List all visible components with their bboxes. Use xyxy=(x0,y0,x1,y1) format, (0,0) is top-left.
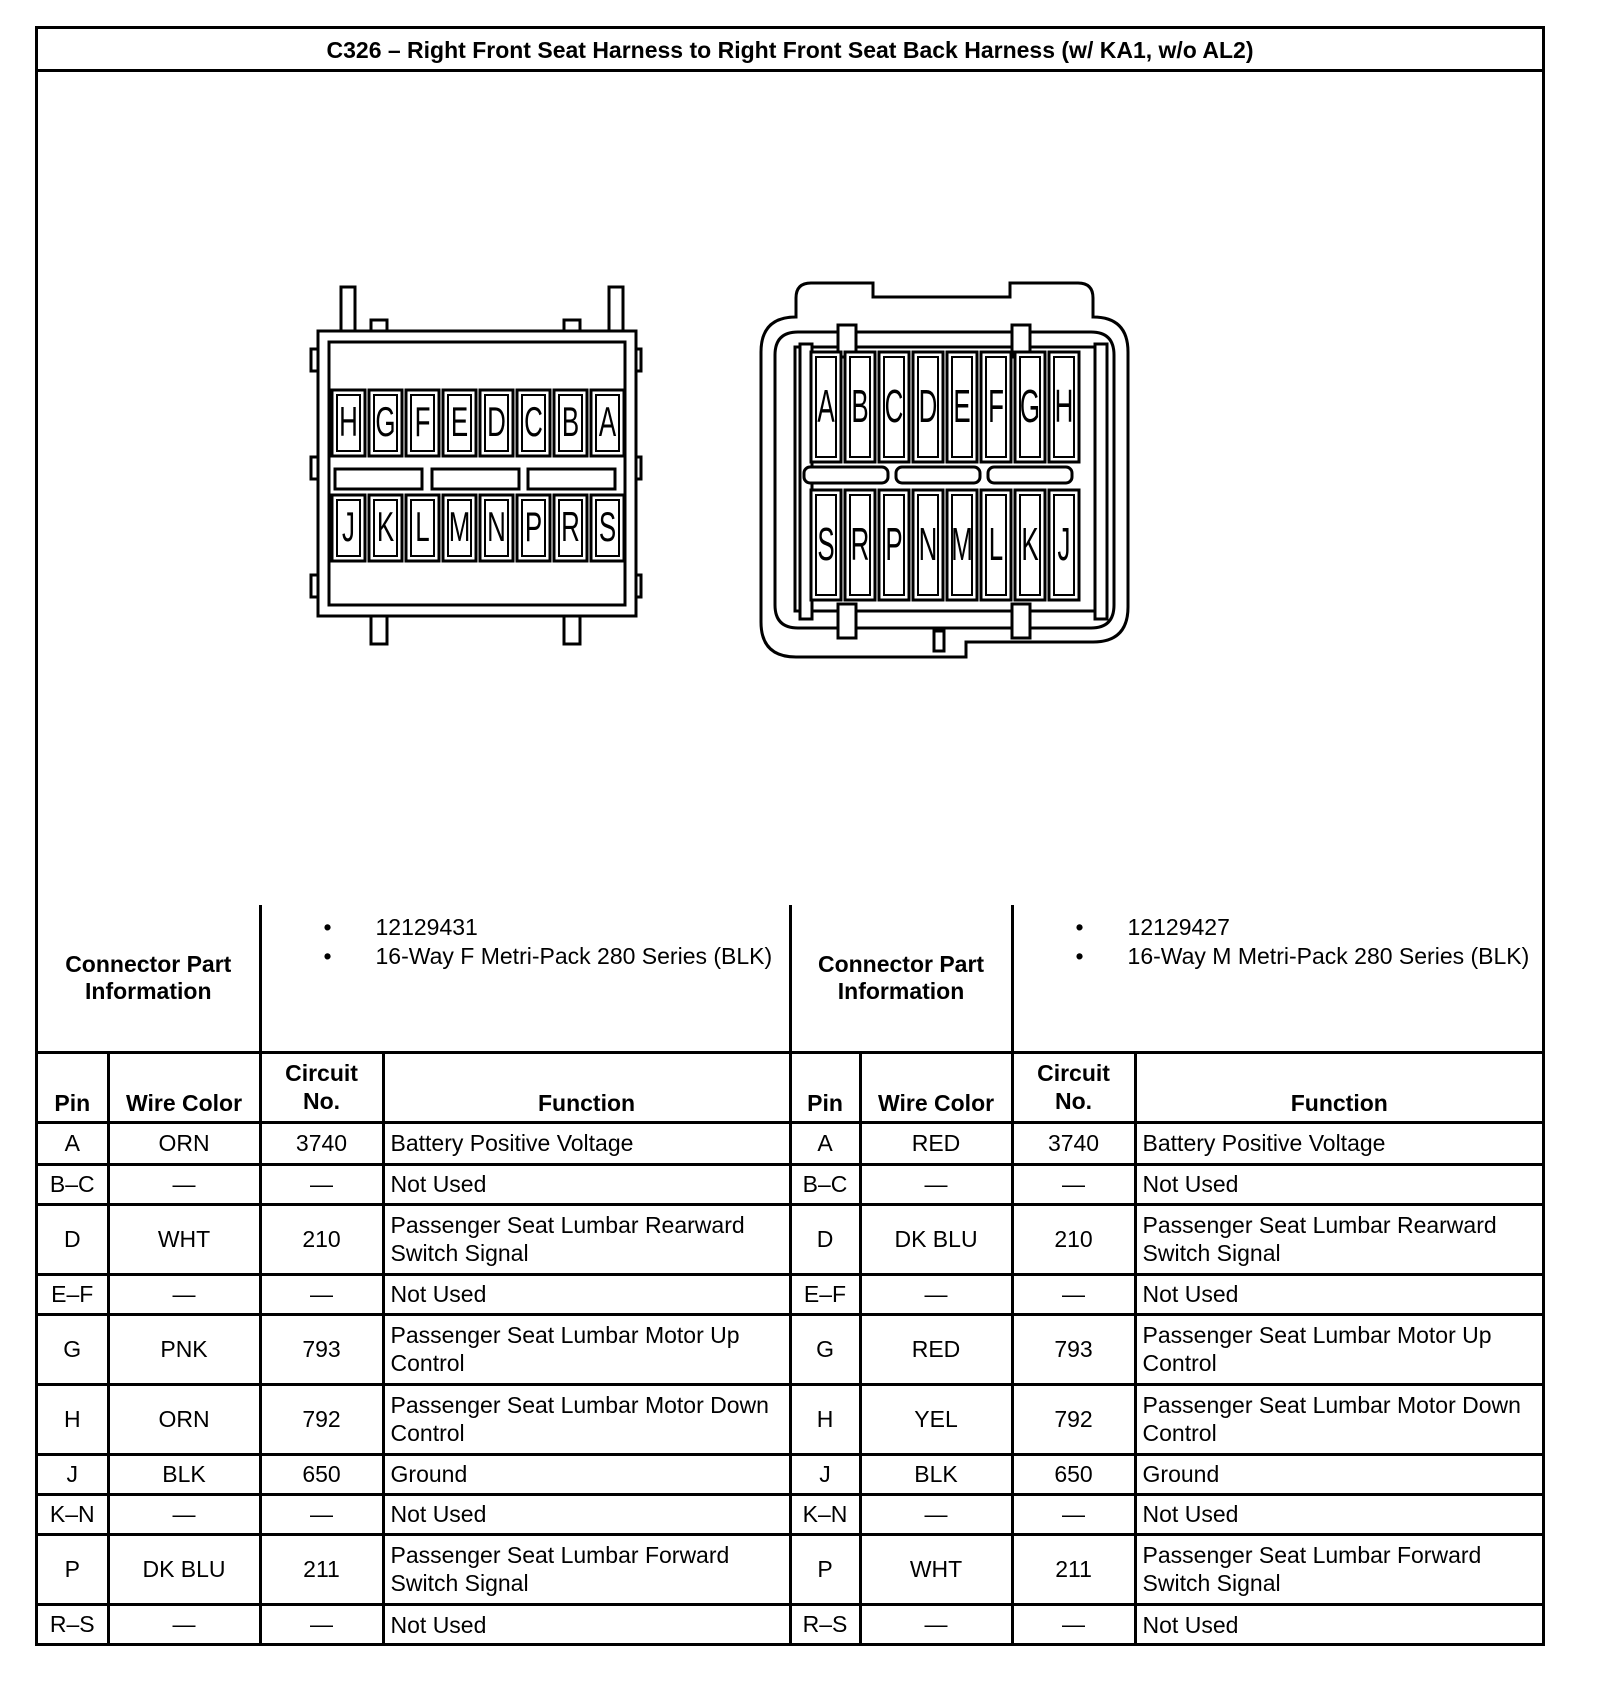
function-cell: Passenger Seat Lumbar Rearward Switch Signal xyxy=(383,1204,790,1274)
pin-cavity xyxy=(406,495,439,561)
pin-cavity xyxy=(406,390,439,456)
wire-color-cell: DK BLU xyxy=(860,1204,1012,1274)
wire-color-cell: RED xyxy=(860,1122,1012,1164)
pin-cell: H xyxy=(790,1384,860,1454)
function-cell: Not Used xyxy=(1135,1494,1542,1534)
pin-cavity xyxy=(480,390,513,456)
pin-label: G xyxy=(375,400,396,446)
pin-cavity xyxy=(947,352,977,462)
pin-cavity xyxy=(981,352,1011,462)
circuit-cell: 793 xyxy=(260,1314,383,1384)
function-cell: Passenger Seat Lumbar Motor Up Control xyxy=(383,1314,790,1384)
pin-cavity xyxy=(517,390,550,456)
wire-color-cell: — xyxy=(860,1164,1012,1204)
wire-color-header: Wire Color xyxy=(860,1052,1012,1122)
wire-color-cell: PNK xyxy=(108,1314,260,1384)
function-cell: Passenger Seat Lumbar Forward Switch Signal xyxy=(383,1534,790,1604)
table-row xyxy=(38,1164,1542,1204)
pin-cell: K–N xyxy=(790,1494,860,1534)
function-cell: Battery Positive Voltage xyxy=(383,1122,790,1164)
pin-label: M xyxy=(951,519,973,571)
wire-color-header: Wire Color xyxy=(108,1052,260,1122)
pin-label: J xyxy=(1057,519,1071,571)
function-cell: Passenger Seat Lumbar Forward Switch Signal xyxy=(1135,1534,1542,1604)
wire-color-cell: — xyxy=(108,1274,260,1314)
circuit-cell: — xyxy=(1012,1604,1135,1644)
circuit-cell: — xyxy=(260,1164,383,1204)
pin-label: L xyxy=(988,519,1004,571)
pin-cavity xyxy=(554,390,587,456)
right-info xyxy=(1012,905,1542,1052)
pin-cavity xyxy=(591,495,624,561)
right-key-tab xyxy=(934,631,944,651)
connector-info-row xyxy=(38,905,1542,1052)
pin-cavity xyxy=(811,352,841,462)
circuit-cell: 210 xyxy=(260,1204,383,1274)
pin-label: J xyxy=(342,505,355,551)
left-connector xyxy=(311,287,641,644)
pin-label: E xyxy=(953,381,971,433)
function-cell: Not Used xyxy=(383,1164,790,1204)
wire-color-cell: RED xyxy=(860,1314,1012,1384)
pin-label: G xyxy=(1019,381,1041,433)
connector-drawing xyxy=(38,72,1542,905)
wire-color-cell: — xyxy=(108,1604,260,1644)
function-cell: Not Used xyxy=(383,1274,790,1314)
pin-cell: E–F xyxy=(38,1274,108,1314)
pin-cell: J xyxy=(790,1454,860,1494)
pin-cell: B–C xyxy=(38,1164,108,1204)
pin-cell: K–N xyxy=(38,1494,108,1534)
pin-cell: A xyxy=(38,1122,108,1164)
circuit-cell: 650 xyxy=(1012,1454,1135,1494)
pin-label: N xyxy=(918,519,938,571)
pin-cell: E–F xyxy=(790,1274,860,1314)
circuit-cell: — xyxy=(1012,1274,1135,1314)
pin-label: B xyxy=(561,400,580,446)
pin-cavity xyxy=(332,495,365,561)
pin-label: F xyxy=(414,400,431,446)
function-cell: Ground xyxy=(383,1454,790,1494)
pin-label: R xyxy=(561,505,580,551)
pin-header: Pin xyxy=(38,1052,108,1122)
wire-color-cell: YEL xyxy=(860,1384,1012,1454)
right-part-description: • 16-Way M Metri-Pack 280 Series (BLK) xyxy=(1020,942,1537,971)
circuit-header: Circuit No. xyxy=(260,1052,383,1122)
wire-color-cell: WHT xyxy=(108,1204,260,1274)
table-row xyxy=(38,1204,1542,1274)
pin-label: E xyxy=(450,400,469,446)
wire-color-cell: DK BLU xyxy=(108,1534,260,1604)
right-info-label: Connector Part Information xyxy=(790,905,1012,1052)
function-cell: Not Used xyxy=(383,1604,790,1644)
circuit-cell: 211 xyxy=(260,1534,383,1604)
wire-color-cell: — xyxy=(108,1494,260,1534)
pin-label: M xyxy=(448,505,471,551)
pin-label: H xyxy=(339,400,358,446)
pin-label: P xyxy=(885,519,903,571)
pin-cavity xyxy=(811,490,841,600)
table-row xyxy=(38,1494,1542,1534)
circuit-cell: — xyxy=(1012,1494,1135,1534)
pin-cavity xyxy=(879,490,909,600)
function-cell: Ground xyxy=(1135,1454,1542,1494)
wire-color-cell: BLK xyxy=(108,1454,260,1494)
wire-color-cell: — xyxy=(860,1274,1012,1314)
pin-cavity xyxy=(913,352,943,462)
pin-label: K xyxy=(376,505,395,551)
circuit-cell: 792 xyxy=(1012,1384,1135,1454)
connector-diagram xyxy=(38,72,1542,905)
wire-color-cell: BLK xyxy=(860,1454,1012,1494)
circuit-header: Circuit No. xyxy=(1012,1052,1135,1122)
pin-cavity xyxy=(1015,352,1045,462)
pin-cell: H xyxy=(38,1384,108,1454)
pin-cell: G xyxy=(790,1314,860,1384)
circuit-cell: — xyxy=(260,1494,383,1534)
pin-label: S xyxy=(817,519,835,571)
pin-cavity xyxy=(981,490,1011,600)
pin-cavity xyxy=(554,495,587,561)
pin-cavity xyxy=(913,490,943,600)
pin-label: K xyxy=(1021,519,1039,571)
pin-label: L xyxy=(415,505,430,551)
left-info xyxy=(260,905,790,1052)
pin-cell: D xyxy=(790,1204,860,1274)
circuit-cell: 3740 xyxy=(1012,1122,1135,1164)
circuit-cell: 3740 xyxy=(260,1122,383,1164)
pin-cell: G xyxy=(38,1314,108,1384)
circuit-cell: 792 xyxy=(260,1384,383,1454)
pin-cell: J xyxy=(38,1454,108,1494)
pin-cavity xyxy=(1015,490,1045,600)
pin-cell: A xyxy=(790,1122,860,1164)
pin-cell: P xyxy=(38,1534,108,1604)
pinout-table xyxy=(38,905,1542,1644)
function-cell: Not Used xyxy=(383,1494,790,1534)
circuit-cell: 650 xyxy=(260,1454,383,1494)
pin-cell: R–S xyxy=(38,1604,108,1644)
pin-label: H xyxy=(1054,381,1074,433)
wire-color-cell: ORN xyxy=(108,1122,260,1164)
left-info-label: Connector Part Information xyxy=(38,905,260,1052)
pin-cavity xyxy=(369,390,402,456)
circuit-cell: 793 xyxy=(1012,1314,1135,1384)
right-divider-bar xyxy=(896,467,980,483)
function-header: Function xyxy=(383,1052,790,1122)
pin-cavity xyxy=(947,490,977,600)
right-divider-bar xyxy=(988,467,1072,483)
table-row xyxy=(38,1274,1542,1314)
pin-cavity xyxy=(332,390,365,456)
right-bottom-tab-1 xyxy=(838,604,856,638)
table-row xyxy=(38,1384,1542,1454)
function-cell: Passenger Seat Lumbar Motor Up Control xyxy=(1135,1314,1542,1384)
pin-cavity xyxy=(879,352,909,462)
table-row xyxy=(38,1454,1542,1494)
left-divider-bar xyxy=(528,469,615,489)
right-part-number: • 12129427 xyxy=(1020,913,1537,942)
wire-color-cell: — xyxy=(860,1494,1012,1534)
circuit-cell: — xyxy=(1012,1164,1135,1204)
circuit-cell: 211 xyxy=(1012,1534,1135,1604)
function-cell: Not Used xyxy=(1135,1164,1542,1204)
circuit-cell: — xyxy=(260,1604,383,1644)
pin-label: P xyxy=(524,505,543,551)
pin-cell: R–S xyxy=(790,1604,860,1644)
right-bottom-tab-2 xyxy=(1012,604,1030,638)
pin-label: D xyxy=(487,400,506,446)
left-part-number: • 12129431 xyxy=(268,913,783,942)
pin-cell: P xyxy=(790,1534,860,1604)
pin-cavity xyxy=(443,390,476,456)
left-divider-bar xyxy=(335,469,422,489)
pin-label: N xyxy=(487,505,506,551)
pin-header: Pin xyxy=(790,1052,860,1122)
left-divider-bar xyxy=(432,469,519,489)
pin-cavity xyxy=(369,495,402,561)
wire-color-cell: — xyxy=(860,1604,1012,1644)
wire-color-cell: ORN xyxy=(108,1384,260,1454)
pin-cavity xyxy=(480,495,513,561)
pin-cell: D xyxy=(38,1204,108,1274)
page-title: C326 – Right Front Seat Harness to Right Front Seat Back Harness (w/ KA1, w/o AL2) xyxy=(38,29,1542,72)
pin-label: R xyxy=(850,519,870,571)
pin-cell: B–C xyxy=(790,1164,860,1204)
pin-cavity xyxy=(845,490,875,600)
function-cell: Not Used xyxy=(1135,1274,1542,1314)
pin-label: A xyxy=(817,381,835,433)
pin-cavity xyxy=(1049,352,1079,462)
connector-sheet xyxy=(35,26,1545,1646)
pin-cavity xyxy=(517,495,550,561)
function-header: Function xyxy=(1135,1052,1542,1122)
pin-cavity xyxy=(591,390,624,456)
pin-cavity xyxy=(443,495,476,561)
function-cell: Battery Positive Voltage xyxy=(1135,1122,1542,1164)
pin-label: F xyxy=(988,381,1004,433)
pin-cavity xyxy=(845,352,875,462)
table-row xyxy=(38,1314,1542,1384)
function-cell: Passenger Seat Lumbar Motor Down Control xyxy=(1135,1384,1542,1454)
pin-label: B xyxy=(851,381,869,433)
pin-label: S xyxy=(598,505,617,551)
function-cell: Not Used xyxy=(1135,1604,1542,1644)
pin-label: C xyxy=(884,381,904,433)
circuit-cell: — xyxy=(260,1274,383,1314)
function-cell: Passenger Seat Lumbar Rearward Switch Signal xyxy=(1135,1204,1542,1274)
table-row xyxy=(38,1604,1542,1644)
pin-label: A xyxy=(598,400,617,446)
pin-cavity xyxy=(1049,490,1079,600)
pin-label: D xyxy=(918,381,938,433)
header-row xyxy=(38,1052,1542,1122)
pin-label: C xyxy=(524,400,543,446)
circuit-cell: 210 xyxy=(1012,1204,1135,1274)
table-row xyxy=(38,1122,1542,1164)
function-cell: Passenger Seat Lumbar Motor Down Control xyxy=(383,1384,790,1454)
wire-color-cell: WHT xyxy=(860,1534,1012,1604)
wire-color-cell: — xyxy=(108,1164,260,1204)
right-divider-bar xyxy=(804,467,888,483)
right-side-rail-right xyxy=(1095,344,1107,619)
left-part-description: • 16-Way F Metri-Pack 280 Series (BLK) xyxy=(268,942,783,971)
table-row xyxy=(38,1534,1542,1604)
